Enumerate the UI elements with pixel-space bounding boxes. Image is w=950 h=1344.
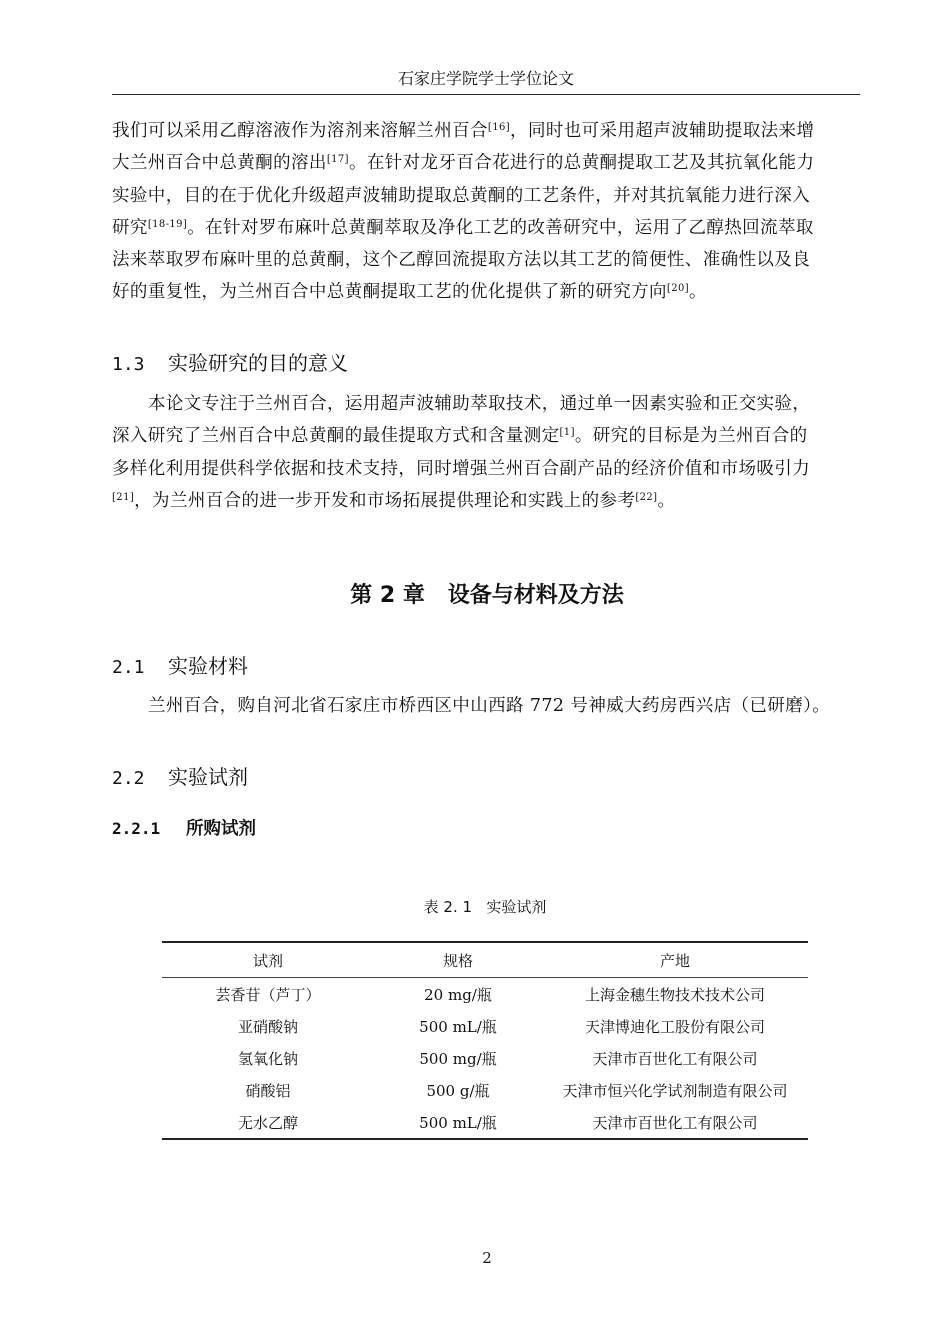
citation: [21] (112, 491, 135, 503)
spec-cell: 500 mg/瓶 (419, 1049, 497, 1068)
spec-cell: 500 mL/瓶 (419, 1017, 497, 1036)
text-line: 实验中，目的在于优化升级超声波辅助提取总黄酮的工艺条件，并对其抗氧能力进行深入 (112, 185, 811, 206)
origin-cell: 天津博迪化工股份有限公司 (584, 1017, 765, 1036)
text-line: 法来萃取罗布麻叶里的总黄酮，这个乙醇回流提取方法以其工艺的简便性、准确性以及良 (112, 250, 811, 271)
materials-paragraph (112, 690, 862, 722)
intro-paragraph (112, 115, 862, 309)
purpose-paragraph (112, 388, 862, 517)
column-header-reagent: 试剂 (162, 942, 374, 978)
column-header-spec: 规格 (374, 942, 542, 978)
text-line: [21]，为兰州百合的进一步开发和市场拓展提供理论和实践上的参考[22]。 (112, 490, 676, 511)
citation: [1] (559, 427, 575, 439)
text-line: 本论文专注于兰州百合，运用超声波辅助萃取技术，通过单一因素实验和正交实验， (148, 394, 811, 414)
spec-cell: 500 mL/瓶 (419, 1113, 497, 1132)
text-line: 大兰州百合中总黄酮的溶出[17]。在针对龙牙百合花进行的总黄酮提取工艺及其抗氧化能力 (112, 153, 815, 174)
text-line: 我们可以采用乙醇溶液作为溶剂来溶解兰州百合[16]，同时也可采用超声波辅助提取法来增 (112, 121, 815, 141)
origin-cell: 天津市百世化工有限公司 (592, 1049, 758, 1068)
column-header-origin: 产地 (542, 942, 808, 978)
reagent-cell: 亚硝酸钠 (237, 1017, 298, 1036)
spec-cell: 500 g/瓶 (426, 1081, 490, 1100)
section-number: 2.2 (112, 768, 145, 789)
reagent-cell: 硝酸铝 (245, 1081, 291, 1100)
section-heading-2-1 (112, 650, 248, 679)
section-number: 1.3 (112, 354, 145, 375)
subsection-title: 所购试剂 (186, 819, 256, 839)
citation: [18-19] (147, 218, 188, 230)
origin-cell: 天津市恒兴化学试剂制造有限公司 (562, 1081, 788, 1100)
text-line: 深入研究了兰州百合中总黄酮的最佳提取方式和含量测定[1]。研究的目标是为兰州百合的 (112, 426, 808, 447)
text-line: 多样化利用提供科学依据和技术支持，同时增强兰州百合副产品的经济价值和市场吸引力 (112, 458, 811, 479)
thesis-header-title: 石家庄学院学士学位论文 (397, 69, 574, 88)
running-header (112, 68, 860, 95)
text-line: 兰州百合，购自河北省石家庄市桥西区中山西路 772 号神威大药房西兴店（已研磨）。 (148, 696, 831, 716)
table-caption: 表 2. 1 实验试剂 (423, 898, 547, 916)
section-title: 实验试剂 (168, 765, 248, 789)
reagent-cell: 氢氧化钠 (237, 1049, 298, 1068)
origin-cell: 天津市百世化工有限公司 (592, 1113, 758, 1132)
chapter-title: 第 2 章 设备与材料及方法 (350, 583, 624, 608)
table-header-row (162, 942, 808, 978)
table-row (162, 1074, 808, 1106)
reagent-cell: 无水乙醇 (237, 1113, 298, 1132)
section-number: 2.1 (112, 657, 145, 678)
table-row (162, 1106, 808, 1139)
section-heading-2-2 (112, 761, 248, 790)
origin-cell: 上海金穗生物技术技术公司 (584, 985, 765, 1004)
citation: [20] (666, 283, 690, 295)
spec-cell: 20 mg/瓶 (424, 985, 492, 1004)
subsection-number: 2.2.1 (112, 819, 161, 838)
section-title: 实验材料 (168, 654, 248, 678)
page-number: 2 (482, 1249, 492, 1267)
section-title: 实验研究的目的意义 (168, 351, 348, 375)
text-line: 好的重复性，为兰州百合中总黄酮提取工艺的优化提供了新的研究方向[20]。 (112, 282, 707, 303)
reagent-cell: 芸香苷（芦丁） (215, 985, 321, 1004)
reagents-table (162, 941, 808, 1140)
section-heading-1-3 (112, 347, 348, 376)
text-line: 研究[18-19]。在针对罗布麻叶总黄酮萃取及净化工艺的改善研究中，运用了乙醇热回流萃取 (112, 217, 814, 238)
citation: [22] (635, 491, 658, 503)
table-row (162, 1042, 808, 1074)
table-row (162, 978, 808, 1011)
citation: [17] (326, 154, 349, 166)
subsection-heading-2-2-1 (112, 815, 256, 840)
table-row (162, 1010, 808, 1042)
citation: [16] (487, 122, 511, 133)
